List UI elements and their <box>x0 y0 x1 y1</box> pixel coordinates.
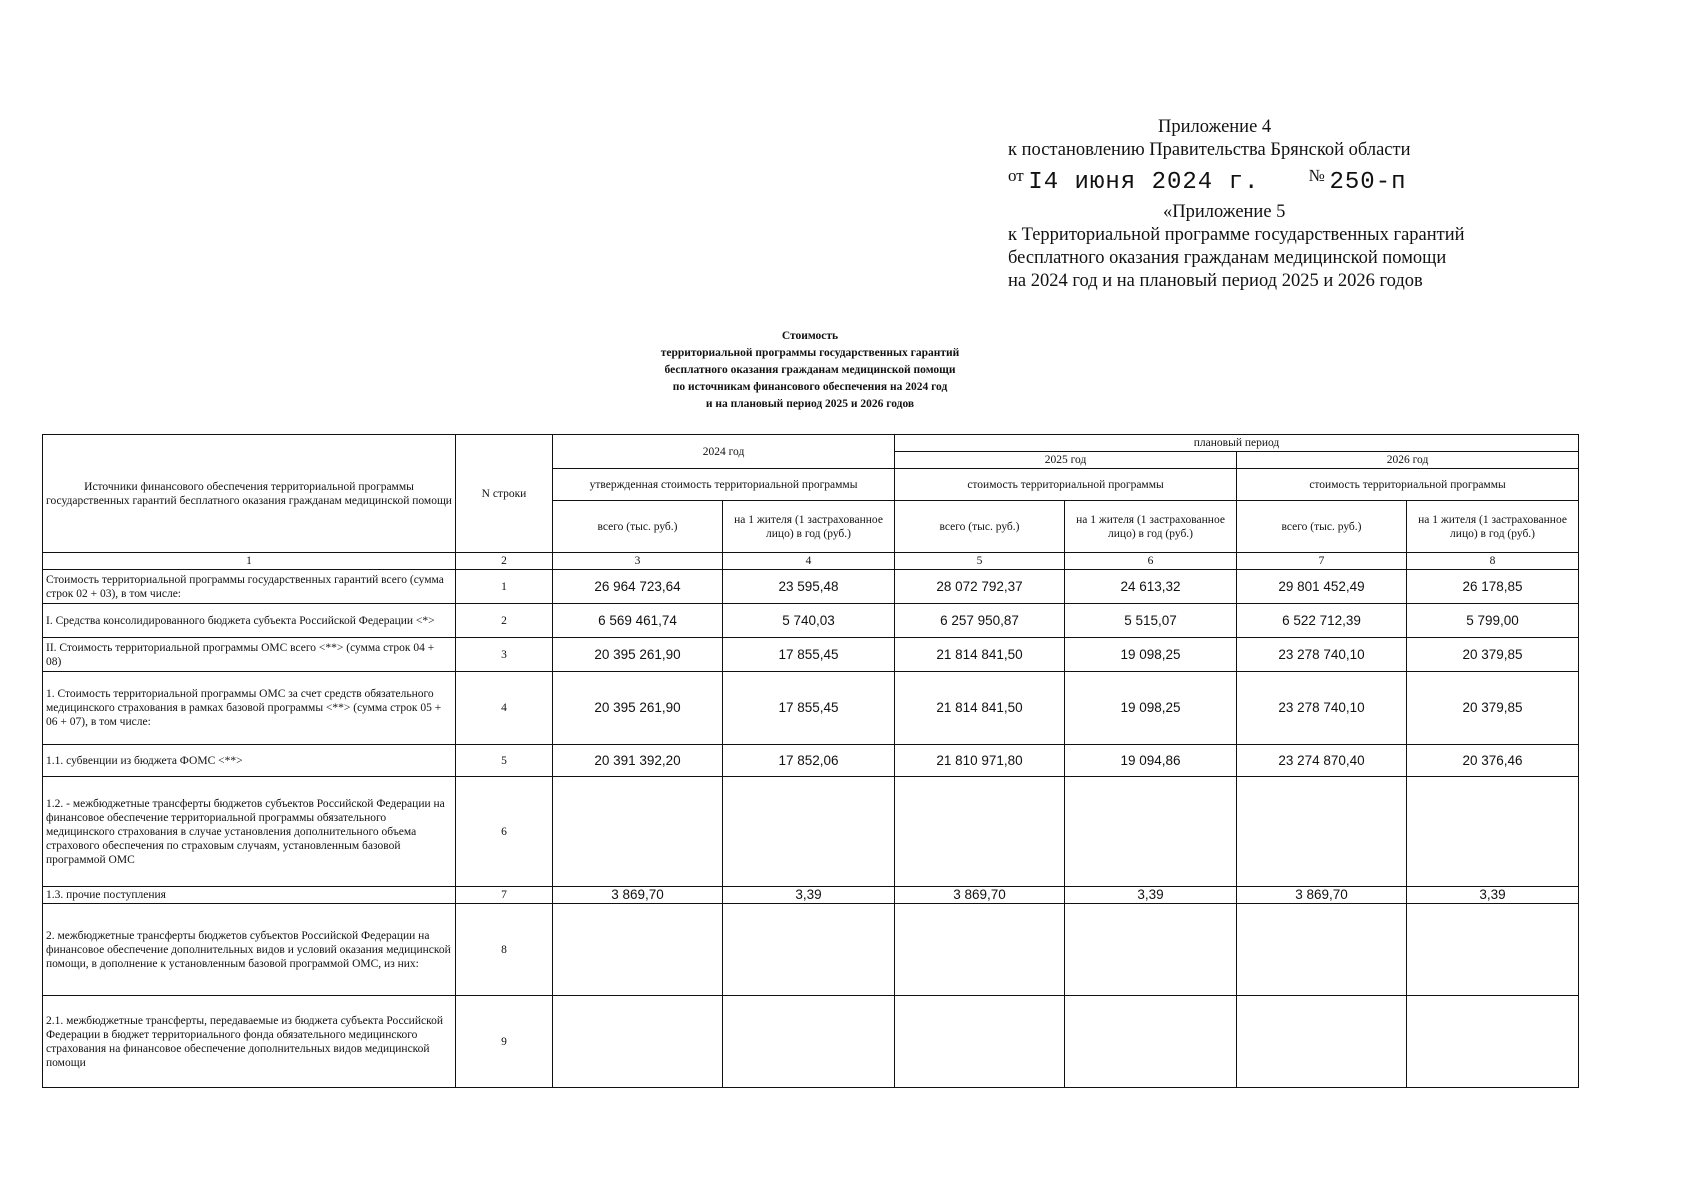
table-row <box>43 672 1579 745</box>
cell-value <box>895 996 1065 1088</box>
cell-value: 19 098,25 <box>1065 638 1237 672</box>
planned-period-header: плановый период <box>895 435 1579 452</box>
cell-value: 17 855,45 <box>723 672 895 745</box>
cell-value <box>1237 777 1407 887</box>
total-2024-header: всего (тыс. руб.) <box>553 501 723 553</box>
program-line-3: на 2024 год и на плановый период 2025 и 2026 годов <box>1008 271 1423 291</box>
appendix-label: Приложение 4 <box>1158 117 1272 137</box>
column-number: 7 <box>1237 553 1407 570</box>
row-source: 1.1. субвенции из бюджета ФОМС <**> <box>43 745 456 777</box>
table-row <box>43 996 1579 1088</box>
cell-value: 20 395 261,90 <box>553 672 723 745</box>
total-2026-header: всего (тыс. руб.) <box>1237 501 1407 553</box>
cell-value <box>553 904 723 996</box>
program-line-2: бесплатного оказания гражданам медицинской помощи <box>1008 248 1447 268</box>
year-2026-header: 2026 год <box>1237 452 1579 469</box>
table-row <box>43 638 1579 672</box>
title-line-1: Стоимость <box>781 330 839 342</box>
resolution-reference: к постановлению Правительства Брянской области <box>1008 140 1411 160</box>
cell-value <box>723 996 895 1088</box>
cell-value: 5 799,00 <box>1407 604 1579 638</box>
cell-value: 6 522 712,39 <box>1237 604 1407 638</box>
document-header <box>1008 116 1678 293</box>
cell-value: 23 278 740,10 <box>1237 672 1407 745</box>
cell-value <box>723 904 895 996</box>
row-source: 1. Стоимость территориальной программы ОМС за счет средств обязательного медицинского страхования в рамках базовой программы <**> (сумма строк 05 + 06 + 07), в том числе: <box>43 672 456 745</box>
row-number: 3 <box>456 638 553 672</box>
per-resident-2026-header: на 1 жителя (1 застрахованное лицо) в год (руб.) <box>1407 501 1579 553</box>
program-cost-2026-header: стоимость территориальной программы <box>1237 469 1579 501</box>
cell-value: 21 810 971,80 <box>895 745 1065 777</box>
cell-value <box>1065 777 1237 887</box>
column-number: 4 <box>723 553 895 570</box>
cell-value: 24 613,32 <box>1065 570 1237 604</box>
cell-value <box>553 996 723 1088</box>
row-number: 2 <box>456 604 553 638</box>
cell-value <box>1065 996 1237 1088</box>
cell-value: 20 379,85 <box>1407 638 1579 672</box>
row-source: 2. межбюджетные трансферты бюджетов субъектов Российской Федерации на финансовое обеспечение дополнительных видов и условий оказания медицинской помощи, в дополнение к установленным базовой программой ОМС, из них: <box>43 904 456 996</box>
title-line-3: бесплатного оказания гражданам медицинской помощи <box>664 364 956 376</box>
cell-value: 6 257 950,87 <box>895 604 1065 638</box>
cell-value: 17 855,45 <box>723 638 895 672</box>
cell-value: 21 814 841,50 <box>895 672 1065 745</box>
cell-value: 3 869,70 <box>895 887 1065 904</box>
cell-value: 23 274 870,40 <box>1237 745 1407 777</box>
cell-value: 21 814 841,50 <box>895 638 1065 672</box>
cell-value: 20 395 261,90 <box>553 638 723 672</box>
cell-value <box>553 777 723 887</box>
cell-value: 3 869,70 <box>1237 887 1407 904</box>
cell-value <box>895 777 1065 887</box>
cell-value: 28 072 792,37 <box>895 570 1065 604</box>
cell-value <box>1237 996 1407 1088</box>
row-number-column-header: N строки <box>456 435 553 553</box>
cost-table <box>42 434 1579 1088</box>
row-number: 1 <box>456 570 553 604</box>
column-number: 8 <box>1407 553 1579 570</box>
appendix5-label: «Приложение 5 <box>1163 202 1286 222</box>
title-line-2: территориальной программы государственных гарантий <box>660 347 960 359</box>
table-row <box>43 777 1579 887</box>
row-source: 1.2. - межбюджетные трансферты бюджетов субъектов Российской Федерации на финансовое обеспечение территориальной программы обязательного медицинского страхования в случае установления дополнительного объема страхового обеспечения по страховым случаям, установленным базовой программой ОМС <box>43 777 456 887</box>
column-number: 1 <box>43 553 456 570</box>
column-number: 3 <box>553 553 723 570</box>
cell-value: 20 376,46 <box>1407 745 1579 777</box>
program-line-1: к Территориальной программе государственных гарантий <box>1008 225 1465 245</box>
table-row <box>43 745 1579 777</box>
cell-value <box>1407 996 1579 1088</box>
cell-value: 3,39 <box>1065 887 1237 904</box>
row-source: Стоимость территориальной программы государственных гарантий всего (сумма строк 02 + 03), в том числе: <box>43 570 456 604</box>
row-number: 8 <box>456 904 553 996</box>
row-number: 6 <box>456 777 553 887</box>
title-line-4: по источникам финансового обеспечения на 2024 год <box>672 381 948 393</box>
year-2025-header: 2025 год <box>895 452 1237 469</box>
resolution-date: I4 июня 2024 г. <box>1028 169 1260 196</box>
cell-value: 26 178,85 <box>1407 570 1579 604</box>
cell-value: 3,39 <box>1407 887 1579 904</box>
total-2025-header: всего (тыс. руб.) <box>895 501 1065 553</box>
row-number: 7 <box>456 887 553 904</box>
row-source: I. Средства консолидированного бюджета субъекта Российской Федерации <*> <box>43 604 456 638</box>
table-row <box>43 570 1579 604</box>
cell-value: 3 869,70 <box>553 887 723 904</box>
cell-value <box>723 777 895 887</box>
table-row <box>43 604 1579 638</box>
row-number: 9 <box>456 996 553 1088</box>
approved-cost-header: утвержденная стоимость территориальной программы <box>553 469 895 501</box>
cell-value <box>895 904 1065 996</box>
column-number: 2 <box>456 553 553 570</box>
per-resident-2025-header: на 1 жителя (1 застрахованное лицо) в год (руб.) <box>1065 501 1237 553</box>
cell-value <box>1237 904 1407 996</box>
document-title <box>560 328 1060 413</box>
table-row <box>43 887 1579 904</box>
cell-value: 20 379,85 <box>1407 672 1579 745</box>
table-row <box>43 904 1579 996</box>
per-resident-2024-header: на 1 жителя (1 застрахованное лицо) в год (руб.) <box>723 501 895 553</box>
source-column-header: Источники финансового обеспечения территориальной программы государственных гарантий бесплатного оказания гражданам медицинской помощи <box>43 435 456 553</box>
column-number: 6 <box>1065 553 1237 570</box>
row-source: 2.1. межбюджетные трансферты, передаваемые из бюджета субъекта Российской Федерации в бюджет территориального фонда обязательного медицинского страхования на финансовое обеспечение дополнительных видов медицинской помощи <box>43 996 456 1088</box>
cell-value: 3,39 <box>723 887 895 904</box>
number-sign: № <box>1308 166 1325 185</box>
cell-value: 29 801 452,49 <box>1237 570 1407 604</box>
cell-value: 26 964 723,64 <box>553 570 723 604</box>
resolution-number: 250-п <box>1329 169 1407 196</box>
cell-value: 17 852,06 <box>723 745 895 777</box>
column-number: 5 <box>895 553 1065 570</box>
row-number: 4 <box>456 672 553 745</box>
cell-value <box>1407 904 1579 996</box>
title-line-5: и на плановый период 2025 и 2026 годов <box>705 398 915 410</box>
cell-value: 19 098,25 <box>1065 672 1237 745</box>
cell-value: 6 569 461,74 <box>553 604 723 638</box>
year-2024-header: 2024 год <box>553 435 895 469</box>
row-number: 5 <box>456 745 553 777</box>
cell-value: 5 740,03 <box>723 604 895 638</box>
cell-value <box>1407 777 1579 887</box>
cell-value: 23 595,48 <box>723 570 895 604</box>
row-source: II. Стоимость территориальной программы ОМС всего <**> (сумма строк 04 + 08) <box>43 638 456 672</box>
cell-value: 23 278 740,10 <box>1237 638 1407 672</box>
row-source: 1.3. прочие поступления <box>43 887 456 904</box>
cell-value <box>1065 904 1237 996</box>
cell-value: 5 515,07 <box>1065 604 1237 638</box>
resolution-date-number <box>1008 164 1678 195</box>
program-cost-2025-header: стоимость территориальной программы <box>895 469 1237 501</box>
cell-value: 20 391 392,20 <box>553 745 723 777</box>
ot-label: от <box>1008 166 1024 185</box>
cell-value: 19 094,86 <box>1065 745 1237 777</box>
